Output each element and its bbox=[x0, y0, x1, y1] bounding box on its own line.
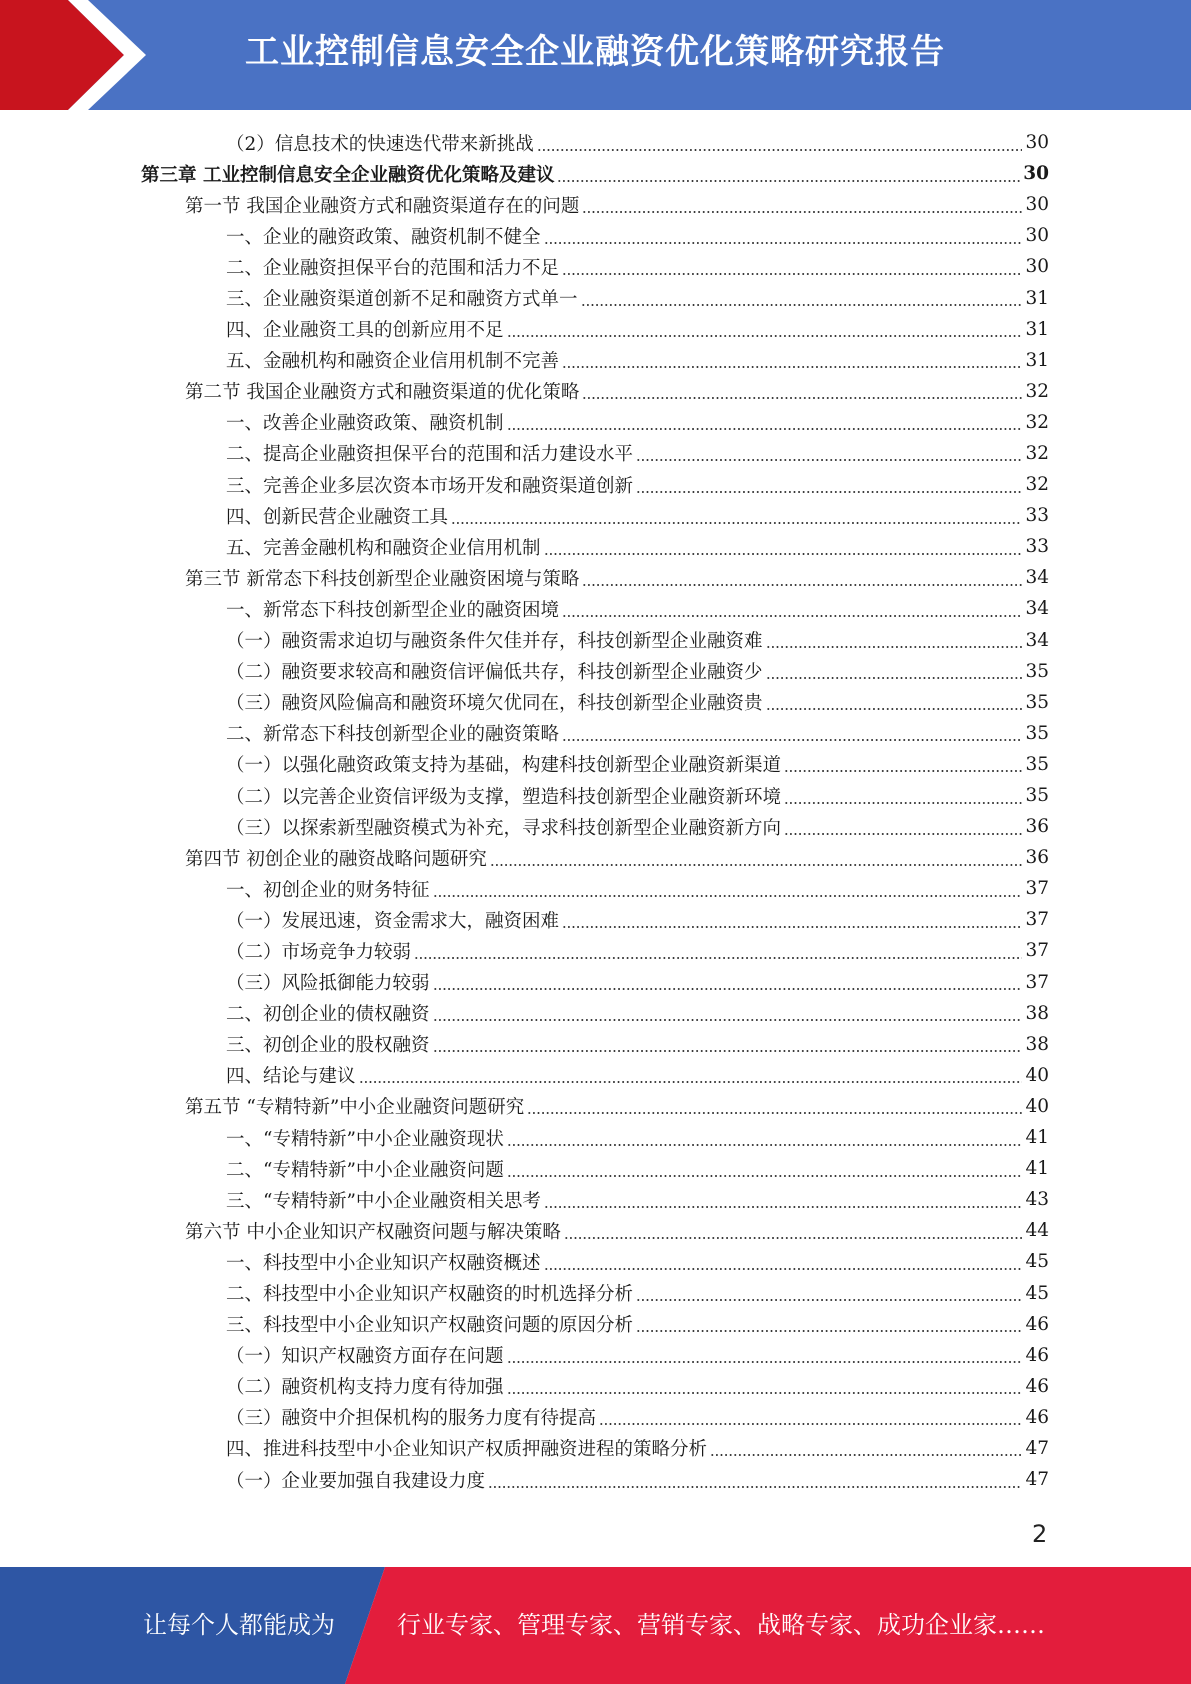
toc-entry-page: 41 bbox=[1025, 1127, 1049, 1149]
toc-entry[interactable] bbox=[141, 1277, 1049, 1308]
toc-entry-page: 32 bbox=[1025, 380, 1049, 402]
toc-entry[interactable] bbox=[141, 780, 1049, 811]
toc-entry-label: 四、创新民营企业融资工具 bbox=[226, 506, 449, 528]
toc-entry[interactable] bbox=[141, 656, 1049, 687]
toc-entry-label: 二、初创企业的债权融资 bbox=[226, 1004, 430, 1026]
toc-entry-page: 33 bbox=[1025, 536, 1049, 558]
toc-entry[interactable] bbox=[141, 282, 1049, 313]
toc-dot-leader bbox=[564, 1237, 1023, 1239]
toc-entry[interactable] bbox=[141, 1153, 1049, 1184]
toc-dot-leader bbox=[488, 1486, 1022, 1488]
toc-entry[interactable] bbox=[141, 873, 1049, 904]
toc-entry-label: 二、企业融资担保平台的范围和活力不足 bbox=[226, 257, 560, 279]
toc-entry-page: 40 bbox=[1025, 1064, 1049, 1086]
toc-entry[interactable] bbox=[141, 1402, 1049, 1433]
toc-dot-leader bbox=[414, 957, 1022, 959]
toc-dot-leader bbox=[507, 428, 1023, 430]
toc-entry[interactable] bbox=[141, 469, 1049, 500]
toc-entry-label: （三）风险抵御能力较弱 bbox=[226, 973, 430, 995]
toc-dot-leader bbox=[562, 615, 1022, 617]
toc-entry-page: 30 bbox=[1025, 132, 1049, 154]
toc-dot-leader bbox=[784, 833, 1022, 835]
toc-entry[interactable] bbox=[141, 687, 1049, 718]
toc-entry[interactable] bbox=[141, 1184, 1049, 1215]
toc-entry-page: 36 bbox=[1025, 847, 1049, 869]
toc-entry-label: 第四节 初创企业的融资战略问题研究 bbox=[185, 848, 487, 870]
toc-dot-leader bbox=[582, 584, 1022, 586]
toc-entry-page: 45 bbox=[1025, 1282, 1049, 1304]
toc-entry[interactable] bbox=[141, 1340, 1049, 1371]
toc-dot-leader bbox=[557, 180, 1020, 182]
toc-entry-label: 四、推进科技型中小企业知识产权质押融资进程的策略分析 bbox=[226, 1439, 708, 1461]
toc-dot-leader bbox=[433, 1019, 1023, 1021]
toc-entry-page: 36 bbox=[1025, 816, 1049, 838]
toc-dot-leader bbox=[433, 1050, 1023, 1052]
toc-entry-page: 33 bbox=[1025, 505, 1049, 527]
toc-dot-leader bbox=[359, 1081, 1023, 1083]
toc-entry[interactable] bbox=[141, 718, 1049, 749]
toc-entry-page: 35 bbox=[1025, 753, 1049, 775]
toc-dot-leader bbox=[562, 366, 1022, 368]
toc-entry-label: 五、完善金融机构和融资企业信用机制 bbox=[226, 537, 541, 559]
toc-entry-page: 32 bbox=[1025, 411, 1049, 433]
toc-dot-leader bbox=[599, 1423, 1022, 1425]
toc-entry-label: 第三节 新常态下科技创新型企业融资困境与策略 bbox=[185, 568, 580, 590]
toc-entry[interactable] bbox=[141, 842, 1049, 873]
toc-entry[interactable] bbox=[141, 811, 1049, 842]
toc-entry-label: 一、新常态下科技创新型企业的融资困境 bbox=[226, 599, 560, 621]
toc-entry-label: 第六节 中小企业知识产权融资问题与解决策略 bbox=[185, 1221, 561, 1243]
toc-entry-page: 46 bbox=[1025, 1313, 1049, 1335]
toc-entry-page: 35 bbox=[1025, 722, 1049, 744]
toc-entry[interactable] bbox=[141, 438, 1049, 469]
toc-entry-page: 32 bbox=[1025, 442, 1049, 464]
toc-entry-label: 二、科技型中小企业知识产权融资的时机选择分析 bbox=[226, 1284, 634, 1306]
toc-entry[interactable] bbox=[141, 1091, 1049, 1122]
toc-entry[interactable] bbox=[141, 407, 1049, 438]
toc-entry-page: 44 bbox=[1025, 1220, 1049, 1242]
toc-entry[interactable] bbox=[141, 189, 1049, 220]
toc-entry-label: （一）发展迅速，资金需求大，融资困难 bbox=[226, 910, 560, 932]
toc-entry-page: 35 bbox=[1025, 691, 1049, 713]
toc-entry-label: 一、初创企业的财务特征 bbox=[226, 879, 430, 901]
toc-entry-page: 30 bbox=[1025, 194, 1049, 216]
toc-entry-page: 31 bbox=[1025, 349, 1049, 371]
toc-entry[interactable] bbox=[141, 1371, 1049, 1402]
toc-entry-label: 二、新常态下科技创新型企业的融资策略 bbox=[226, 724, 560, 746]
report-title: 工业控制信息安全企业融资优化策略研究报告 bbox=[245, 32, 945, 72]
toc-entry[interactable] bbox=[141, 500, 1049, 531]
toc-entry[interactable] bbox=[141, 1060, 1049, 1091]
toc-entry-label: （一）企业要加强自我建设力度 bbox=[226, 1470, 486, 1492]
toc-entry[interactable] bbox=[141, 158, 1049, 189]
toc-entry-page: 34 bbox=[1025, 567, 1049, 589]
toc-entry[interactable] bbox=[141, 1122, 1049, 1153]
toc-dot-leader bbox=[451, 522, 1022, 524]
toc-entry-label: 第二节 我国企业融资方式和融资渠道的优化策略 bbox=[185, 382, 580, 404]
toc-dot-leader bbox=[433, 988, 1023, 990]
toc-dot-leader bbox=[537, 149, 1023, 151]
toc-entry-page: 43 bbox=[1025, 1189, 1049, 1211]
toc-dot-leader bbox=[507, 1361, 1023, 1363]
toc-entry-label: 三、初创企业的股权融资 bbox=[226, 1035, 430, 1057]
toc-entry-page: 47 bbox=[1025, 1469, 1049, 1491]
toc-dot-leader bbox=[562, 926, 1022, 928]
toc-entry[interactable] bbox=[141, 314, 1049, 345]
toc-entry-label: （二）市场竞争力较弱 bbox=[226, 941, 412, 963]
toc-entry[interactable] bbox=[141, 1215, 1049, 1246]
toc-dot-leader bbox=[636, 491, 1022, 493]
toc-dot-leader bbox=[507, 335, 1023, 337]
toc-entry-label: 一、改善企业融资政策、融资机制 bbox=[226, 413, 504, 435]
toc-entry-page: 32 bbox=[1025, 474, 1049, 496]
toc-dot-leader bbox=[766, 708, 1023, 710]
toc-dot-leader bbox=[562, 739, 1022, 741]
toc-entry-label: 第一节 我国企业融资方式和融资渠道存在的问题 bbox=[185, 195, 580, 217]
toc-entry[interactable] bbox=[141, 593, 1049, 624]
toc-entry-page: 37 bbox=[1025, 909, 1049, 931]
toc-dot-leader bbox=[582, 397, 1022, 399]
toc-dot-leader bbox=[784, 770, 1022, 772]
toc-dot-leader bbox=[636, 1330, 1022, 1332]
toc-entry[interactable] bbox=[141, 1309, 1049, 1340]
toc-entry-page: 35 bbox=[1025, 785, 1049, 807]
toc-entry-label: 二、“专精特新”中小企业融资问题 bbox=[226, 1159, 504, 1181]
toc-entry-label: 三、企业融资渠道创新不足和融资方式单一 bbox=[226, 289, 578, 311]
toc-entry-page: 30 bbox=[1025, 225, 1049, 247]
footer-banner bbox=[0, 1567, 1191, 1684]
toc-entry[interactable] bbox=[141, 1029, 1049, 1060]
toc-entry-page: 37 bbox=[1025, 940, 1049, 962]
toc-dot-leader bbox=[507, 1144, 1023, 1146]
toc-dot-leader bbox=[562, 273, 1022, 275]
toc-entry-label: （二）融资机构支持力度有待加强 bbox=[226, 1377, 504, 1399]
toc-dot-leader bbox=[636, 1299, 1022, 1301]
header-arrow-decoration bbox=[0, 0, 150, 110]
toc-entry[interactable] bbox=[141, 251, 1049, 282]
toc-entry-label: （一）知识产权融资方面存在问题 bbox=[226, 1346, 504, 1368]
toc-entry-page: 31 bbox=[1025, 287, 1049, 309]
toc-dot-leader bbox=[527, 1112, 1022, 1114]
toc-entry[interactable] bbox=[141, 749, 1049, 780]
toc-entry-label: （三）以探索新型融资模式为补充，寻求科技创新型企业融资新方向 bbox=[226, 817, 782, 839]
toc-dot-leader bbox=[784, 802, 1022, 804]
toc-entry-label: 一、科技型中小企业知识产权融资概述 bbox=[226, 1252, 541, 1274]
toc-dot-leader bbox=[507, 1175, 1023, 1177]
toc-dot-leader bbox=[544, 1268, 1023, 1270]
toc-entry-label: 三、完善企业多层次资本市场开发和融资渠道创新 bbox=[226, 475, 634, 497]
toc-entry[interactable] bbox=[141, 531, 1049, 562]
toc-entry-page: 37 bbox=[1025, 971, 1049, 993]
toc-entry-page: 30 bbox=[1023, 163, 1049, 185]
toc-entry-page: 30 bbox=[1025, 256, 1049, 278]
toc-entry[interactable] bbox=[141, 1433, 1049, 1464]
toc-entry-label: 五、金融机构和融资企业信用机制不完善 bbox=[226, 351, 560, 373]
toc-entry-page: 40 bbox=[1025, 1095, 1049, 1117]
toc-dot-leader bbox=[490, 864, 1023, 866]
toc-entry[interactable] bbox=[141, 625, 1049, 656]
toc-dot-leader bbox=[581, 304, 1023, 306]
toc-dot-leader bbox=[710, 1454, 1022, 1456]
toc-entry-label: 四、企业融资工具的创新应用不足 bbox=[226, 320, 504, 342]
toc-entry-page: 41 bbox=[1025, 1158, 1049, 1180]
toc-entry[interactable] bbox=[141, 935, 1049, 966]
toc-entry-page: 46 bbox=[1025, 1406, 1049, 1428]
toc-entry[interactable] bbox=[141, 967, 1049, 998]
toc-dot-leader bbox=[433, 895, 1023, 897]
toc-entry-label: （三）融资中介担保机构的服务力度有待提高 bbox=[226, 1408, 597, 1430]
toc-entry-label: （2）信息技术的快速迭代带来新挑战 bbox=[226, 133, 534, 155]
table-of-contents bbox=[141, 127, 1049, 1495]
toc-entry-label: 四、结论与建议 bbox=[226, 1066, 356, 1088]
toc-dot-leader bbox=[582, 211, 1022, 213]
toc-entry-label: 三、“专精特新”中小企业融资相关思考 bbox=[226, 1190, 541, 1212]
toc-entry[interactable] bbox=[141, 1464, 1049, 1495]
toc-entry-page: 38 bbox=[1025, 1033, 1049, 1055]
toc-entry[interactable] bbox=[141, 998, 1049, 1029]
toc-entry-label: 二、提高企业融资担保平台的范围和活力建设水平 bbox=[226, 444, 634, 466]
toc-entry-label: （二）以完善企业资信评级为支撑，塑造科技创新型企业融资新环境 bbox=[226, 786, 782, 808]
toc-entry-page: 34 bbox=[1025, 598, 1049, 620]
toc-entry-page: 35 bbox=[1025, 660, 1049, 682]
toc-entry-label: 第三章 工业控制信息安全企业融资优化策略及建议 bbox=[141, 164, 555, 186]
toc-entry-page: 47 bbox=[1025, 1437, 1049, 1459]
toc-entry-page: 38 bbox=[1025, 1002, 1049, 1024]
toc-dot-leader bbox=[544, 553, 1023, 555]
toc-entry[interactable] bbox=[141, 1246, 1049, 1277]
toc-dot-leader bbox=[544, 242, 1023, 244]
footer-slogan-left: 让每个人都能成为 bbox=[143, 1611, 335, 1639]
toc-entry[interactable] bbox=[141, 345, 1049, 376]
toc-entry-page: 46 bbox=[1025, 1344, 1049, 1366]
toc-entry[interactable] bbox=[141, 904, 1049, 935]
toc-entry-label: 一、企业的融资政策、融资机制不健全 bbox=[226, 226, 541, 248]
toc-entry[interactable] bbox=[141, 376, 1049, 407]
toc-dot-leader bbox=[636, 459, 1022, 461]
toc-entry[interactable] bbox=[141, 562, 1049, 593]
footer-slogan-right: 行业专家、管理专家、营销专家、战略专家、成功企业家…… bbox=[397, 1611, 1045, 1639]
toc-entry-label: 三、科技型中小企业知识产权融资问题的原因分析 bbox=[226, 1315, 634, 1337]
toc-entry-page: 31 bbox=[1025, 318, 1049, 340]
toc-entry-label: 第五节 “专精特新”中小企业融资问题研究 bbox=[185, 1097, 525, 1119]
toc-entry-page: 37 bbox=[1025, 878, 1049, 900]
toc-entry-label: （一）融资需求迫切与融资条件欠佳并存，科技创新型企业融资难 bbox=[226, 631, 763, 653]
toc-dot-leader bbox=[507, 1392, 1023, 1394]
toc-entry-label: （三）融资风险偏高和融资环境欠优同在，科技创新型企业融资贵 bbox=[226, 693, 763, 715]
toc-entry-page: 46 bbox=[1025, 1375, 1049, 1397]
toc-entry-page: 34 bbox=[1025, 629, 1049, 651]
toc-entry-page: 45 bbox=[1025, 1251, 1049, 1273]
toc-entry[interactable] bbox=[141, 220, 1049, 251]
header-banner bbox=[0, 0, 1191, 110]
toc-dot-leader bbox=[544, 1206, 1023, 1208]
toc-dot-leader bbox=[766, 646, 1023, 648]
toc-dot-leader bbox=[766, 677, 1023, 679]
toc-entry-label: （二）融资要求较高和融资信评偏低共存，科技创新型企业融资少 bbox=[226, 662, 763, 684]
toc-entry-label: 一、“专精特新”中小企业融资现状 bbox=[226, 1128, 504, 1150]
toc-entry[interactable] bbox=[141, 127, 1049, 158]
page-number: 2 bbox=[1032, 1520, 1048, 1548]
toc-entry-label: （一）以强化融资政策支持为基础，构建科技创新型企业融资新渠道 bbox=[226, 755, 782, 777]
